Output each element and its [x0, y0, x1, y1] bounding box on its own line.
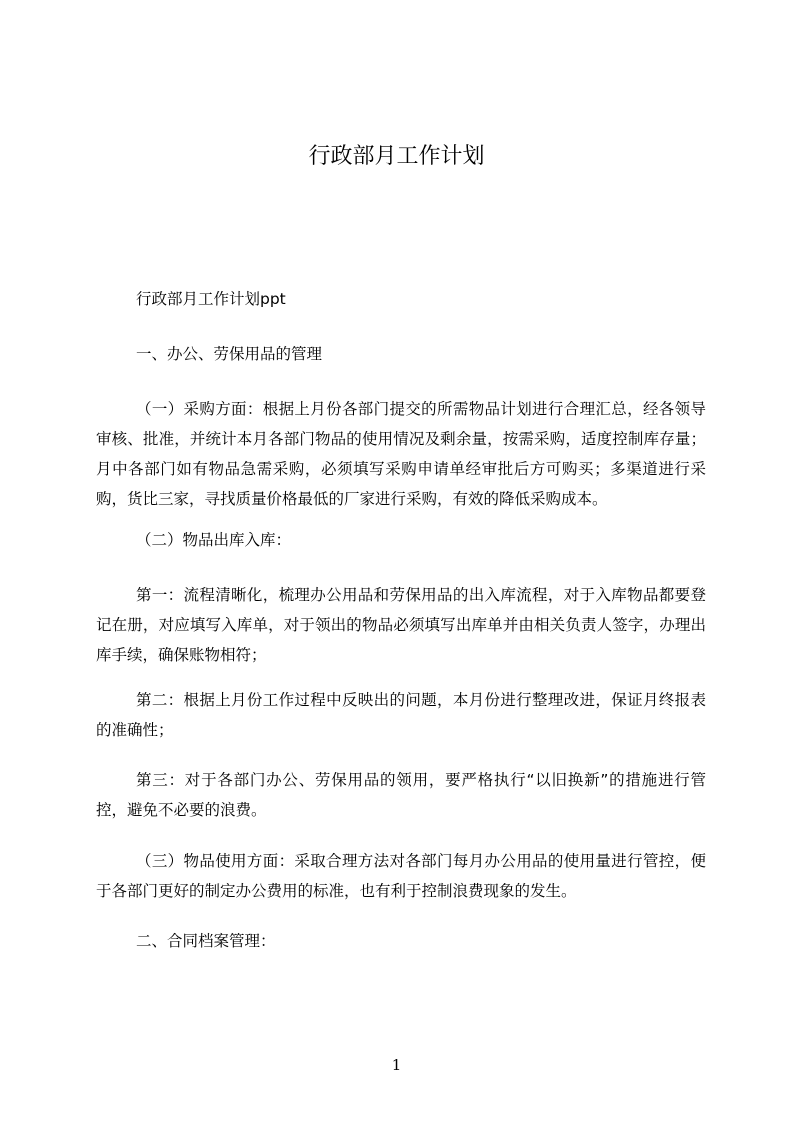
subsection-heading-inventory: （二）物品出库入库：: [136, 531, 292, 549]
paragraph-step-3: 第三：对于各部门办公、劳保用品的领用，要严格执行“以旧换新”的措施进行管控，避免不必要的浪费。: [96, 771, 706, 819]
paragraph-procurement: （一）采购方面：根据上月份各部门提交的所需物品计划进行合理汇总，经各领导审核、批准，并统计本月各部门物品的使用情况及剩余量，按需采购，适度控制库存量；月中各部门如有物品急需采购，必须填写采购申请单经审批后方可购买；多渠道进行采购，货比三家，寻找质量价格最低的厂家进行采购，有效的降低采购成本。: [96, 400, 706, 508]
section-heading-2: 二、合同档案管理：: [136, 932, 276, 950]
section-heading-1: 一、办公、劳保用品的管理: [136, 345, 323, 363]
paragraph-subtitle: 行政部月工作计划ppt: [136, 290, 286, 308]
paragraph-step-2: 第二：根据上月份工作过程中反映出的问题，本月份进行整理改进，保证月终报表的准确性；: [96, 691, 706, 739]
page-number: 1: [391, 1056, 402, 1074]
document-title: 行政部月工作计划: [308, 144, 485, 169]
paragraph-usage: （三）物品使用方面：采取合理方法对各部门每月办公用品的使用量进行管控，便于各部门更好的制定办公费用的标准，也有利于控制浪费现象的发生。: [96, 852, 706, 900]
paragraph-step-1: 第一：流程清晰化，梳理办公用品和劳保用品的出入库流程，对于入库物品都要登记在册，对应填写入库单，对于领出的物品必须填写出库单并由相关负责人签字，办理出库手续，确保账物相符；: [96, 586, 706, 664]
